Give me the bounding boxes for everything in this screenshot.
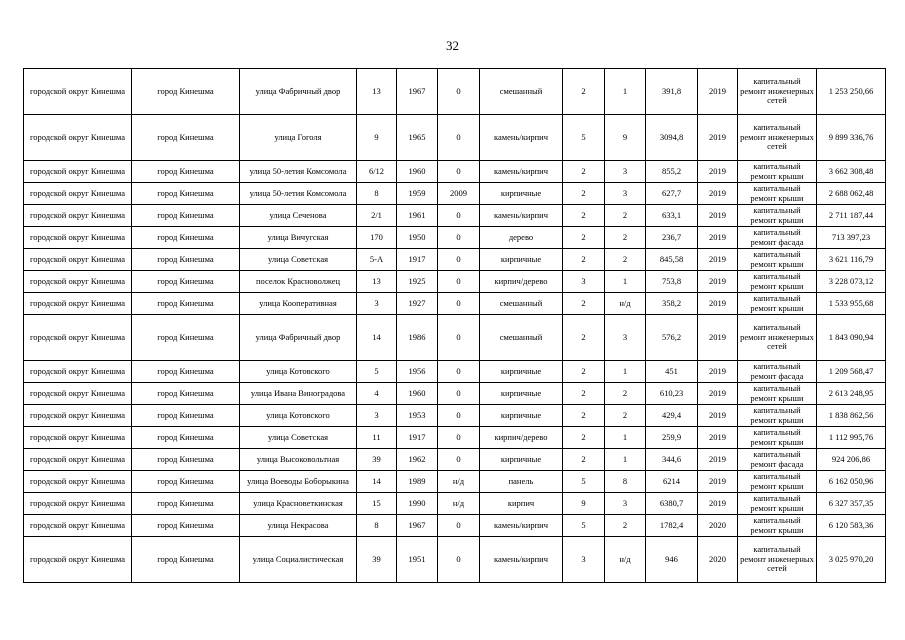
cell-cost: 1 843 090,94 <box>817 315 886 361</box>
cell-district: городской округ Кинешма <box>24 449 132 471</box>
cell-area: 344,6 <box>646 449 698 471</box>
cell-street: улица Вичугская <box>240 227 357 249</box>
cell-repair-year: 2019 <box>698 471 738 493</box>
cell-district: городской округ Кинешма <box>24 161 132 183</box>
cell-district: городской округ Кинешма <box>24 427 132 449</box>
cell-district: городской округ Кинешма <box>24 471 132 493</box>
cell-street: улица Сеченова <box>240 205 357 227</box>
cell-cost: 713 397,23 <box>817 227 886 249</box>
cell-street: улица Фабричный двор <box>240 69 357 115</box>
cell-floors: 2 <box>563 69 605 115</box>
cell-repair-year: 2019 <box>698 271 738 293</box>
cell-wall-material: кирпич <box>480 493 563 515</box>
table-row <box>24 471 886 493</box>
cell-work-type: капитальный ремонт фасада <box>738 227 817 249</box>
cell-entrances: 1 <box>605 271 646 293</box>
cell-area: 946 <box>646 537 698 583</box>
cell-city: город Кинешма <box>132 205 240 227</box>
cell-year-built: 1950 <box>397 227 438 249</box>
cell-area: 855,2 <box>646 161 698 183</box>
table-row <box>24 405 886 427</box>
cell-street: улица Гоголя <box>240 115 357 161</box>
housing-repair-table <box>23 68 886 583</box>
cell-city: город Кинешма <box>132 383 240 405</box>
cell-year-built: 1967 <box>397 69 438 115</box>
cell-repair-year: 2019 <box>698 227 738 249</box>
cell-year-built: 1953 <box>397 405 438 427</box>
cell-city: город Кинешма <box>132 405 240 427</box>
cell-year-built: 1917 <box>397 249 438 271</box>
cell-wall-material: смешанный <box>480 315 563 361</box>
cell-district: городской округ Кинешма <box>24 315 132 361</box>
cell-work-type: капитальный ремонт крыши <box>738 271 817 293</box>
cell-year-reconstruction: 0 <box>438 205 480 227</box>
cell-district: городской округ Кинешма <box>24 515 132 537</box>
table-row <box>24 115 886 161</box>
cell-wall-material: камень/кирпич <box>480 515 563 537</box>
cell-entrances: 3 <box>605 315 646 361</box>
cell-repair-year: 2020 <box>698 515 738 537</box>
cell-repair-year: 2019 <box>698 293 738 315</box>
cell-year-built: 1961 <box>397 205 438 227</box>
cell-wall-material: кирпичные <box>480 361 563 383</box>
cell-cost: 3 621 116,79 <box>817 249 886 271</box>
cell-work-type: капитальный ремонт крыши <box>738 515 817 537</box>
cell-year-reconstruction: 0 <box>438 427 480 449</box>
cell-floors: 9 <box>563 493 605 515</box>
table-row <box>24 271 886 293</box>
cell-street: улица Котовского <box>240 361 357 383</box>
table-row <box>24 227 886 249</box>
cell-year-built: 1951 <box>397 537 438 583</box>
cell-house-number: 3 <box>357 405 397 427</box>
cell-year-built: 1962 <box>397 449 438 471</box>
cell-wall-material: дерево <box>480 227 563 249</box>
cell-city: город Кинешма <box>132 293 240 315</box>
cell-entrances: 2 <box>605 249 646 271</box>
cell-street: улица Советская <box>240 427 357 449</box>
cell-entrances: 8 <box>605 471 646 493</box>
table-row <box>24 449 886 471</box>
cell-street: улица Некрасова <box>240 515 357 537</box>
cell-year-built: 1989 <box>397 471 438 493</box>
cell-wall-material: панель <box>480 471 563 493</box>
cell-year-built: 1925 <box>397 271 438 293</box>
cell-area: 3094,8 <box>646 115 698 161</box>
cell-city: город Кинешма <box>132 471 240 493</box>
cell-house-number: 13 <box>357 271 397 293</box>
cell-area: 6380,7 <box>646 493 698 515</box>
cell-district: городской округ Кинешма <box>24 293 132 315</box>
cell-repair-year: 2020 <box>698 537 738 583</box>
cell-cost: 1 209 568,47 <box>817 361 886 383</box>
cell-work-type: капитальный ремонт крыши <box>738 427 817 449</box>
cell-city: город Кинешма <box>132 183 240 205</box>
cell-district: городской округ Кинешма <box>24 493 132 515</box>
cell-street: улица 50-летия Комсомола <box>240 183 357 205</box>
table-row <box>24 493 886 515</box>
cell-year-reconstruction: 2009 <box>438 183 480 205</box>
cell-floors: 3 <box>563 537 605 583</box>
cell-work-type: капитальный ремонт крыши <box>738 161 817 183</box>
cell-district: городской округ Кинешма <box>24 183 132 205</box>
cell-year-built: 1960 <box>397 383 438 405</box>
cell-city: город Кинешма <box>132 69 240 115</box>
cell-floors: 2 <box>563 405 605 427</box>
cell-work-type: капитальный ремонт крыши <box>738 183 817 205</box>
cell-street: улица Котовского <box>240 405 357 427</box>
table-row <box>24 427 886 449</box>
cell-floors: 2 <box>563 249 605 271</box>
cell-work-type: капитальный ремонт крыши <box>738 205 817 227</box>
cell-work-type: капитальный ремонт крыши <box>738 293 817 315</box>
cell-wall-material: кирпич/дерево <box>480 271 563 293</box>
table-row <box>24 515 886 537</box>
cell-year-built: 1986 <box>397 315 438 361</box>
cell-repair-year: 2019 <box>698 69 738 115</box>
cell-street: поселок Красноволжец <box>240 271 357 293</box>
cell-year-reconstruction: 0 <box>438 271 480 293</box>
cell-house-number: 39 <box>357 537 397 583</box>
table-row <box>24 183 886 205</box>
cell-wall-material: кирпичные <box>480 405 563 427</box>
cell-repair-year: 2019 <box>698 427 738 449</box>
cell-entrances: 2 <box>605 205 646 227</box>
cell-street: улица Воеводы Боборыкина <box>240 471 357 493</box>
cell-wall-material: смешанный <box>480 69 563 115</box>
cell-entrances: 2 <box>605 383 646 405</box>
cell-floors: 2 <box>563 183 605 205</box>
cell-cost: 6 327 357,35 <box>817 493 886 515</box>
cell-area: 236,7 <box>646 227 698 249</box>
cell-entrances: 3 <box>605 493 646 515</box>
cell-cost: 9 899 336,76 <box>817 115 886 161</box>
cell-repair-year: 2019 <box>698 205 738 227</box>
cell-repair-year: 2019 <box>698 361 738 383</box>
cell-street: улица 50-летия Комсомола <box>240 161 357 183</box>
cell-year-reconstruction: 0 <box>438 537 480 583</box>
cell-year-reconstruction: 0 <box>438 293 480 315</box>
cell-street: улица Кооперативная <box>240 293 357 315</box>
cell-district: городской округ Кинешма <box>24 69 132 115</box>
cell-city: город Кинешма <box>132 515 240 537</box>
cell-work-type: капитальный ремонт крыши <box>738 383 817 405</box>
cell-wall-material: смешанный <box>480 293 563 315</box>
cell-area: 391,8 <box>646 69 698 115</box>
cell-year-reconstruction: 0 <box>438 69 480 115</box>
cell-city: город Кинешма <box>132 227 240 249</box>
cell-cost: 1 838 862,56 <box>817 405 886 427</box>
cell-area: 358,2 <box>646 293 698 315</box>
cell-city: город Кинешма <box>132 361 240 383</box>
cell-area: 1782,4 <box>646 515 698 537</box>
cell-repair-year: 2019 <box>698 161 738 183</box>
cell-cost: 3 025 970,20 <box>817 537 886 583</box>
cell-floors: 2 <box>563 449 605 471</box>
cell-house-number: 11 <box>357 427 397 449</box>
cell-year-reconstruction: 0 <box>438 449 480 471</box>
cell-entrances: н/д <box>605 293 646 315</box>
table-row <box>24 69 886 115</box>
table-row <box>24 249 886 271</box>
cell-wall-material: кирпичные <box>480 449 563 471</box>
cell-street: улица Красноветкинская <box>240 493 357 515</box>
table-row <box>24 383 886 405</box>
cell-house-number: 4 <box>357 383 397 405</box>
cell-wall-material: кирпичные <box>480 249 563 271</box>
page-number: 32 <box>446 38 459 53</box>
cell-entrances: 2 <box>605 515 646 537</box>
cell-house-number: 2/1 <box>357 205 397 227</box>
cell-district: городской округ Кинешма <box>24 249 132 271</box>
cell-wall-material: кирпичные <box>480 383 563 405</box>
cell-district: городской округ Кинешма <box>24 405 132 427</box>
cell-repair-year: 2019 <box>698 383 738 405</box>
cell-work-type: капитальный ремонт инженерных сетей <box>738 315 817 361</box>
cell-house-number: 39 <box>357 449 397 471</box>
cell-floors: 5 <box>563 515 605 537</box>
cell-year-reconstruction: н/д <box>438 493 480 515</box>
cell-year-reconstruction: 0 <box>438 405 480 427</box>
cell-house-number: 13 <box>357 69 397 115</box>
cell-year-built: 1960 <box>397 161 438 183</box>
cell-entrances: 2 <box>605 227 646 249</box>
cell-city: город Кинешма <box>132 449 240 471</box>
cell-repair-year: 2019 <box>698 405 738 427</box>
cell-year-reconstruction: 0 <box>438 115 480 161</box>
cell-area: 610,23 <box>646 383 698 405</box>
cell-work-type: капитальный ремонт крыши <box>738 249 817 271</box>
cell-street: улица Фабричный двор <box>240 315 357 361</box>
table-row <box>24 361 886 383</box>
cell-city: город Кинешма <box>132 427 240 449</box>
cell-house-number: 14 <box>357 315 397 361</box>
cell-house-number: 5 <box>357 361 397 383</box>
cell-area: 576,2 <box>646 315 698 361</box>
cell-cost: 3 228 073,12 <box>817 271 886 293</box>
cell-year-reconstruction: 0 <box>438 161 480 183</box>
cell-floors: 2 <box>563 427 605 449</box>
cell-city: город Кинешма <box>132 271 240 293</box>
cell-year-built: 1917 <box>397 427 438 449</box>
cell-entrances: 1 <box>605 427 646 449</box>
cell-wall-material: кирпич/дерево <box>480 427 563 449</box>
cell-cost: 6 162 050,96 <box>817 471 886 493</box>
cell-cost: 1 253 250,66 <box>817 69 886 115</box>
cell-cost: 2 711 187,44 <box>817 205 886 227</box>
cell-street: улица Ивана Виноградова <box>240 383 357 405</box>
cell-district: городской округ Кинешма <box>24 383 132 405</box>
cell-wall-material: камень/кирпич <box>480 537 563 583</box>
cell-street: улица Советская <box>240 249 357 271</box>
cell-floors: 2 <box>563 161 605 183</box>
cell-work-type: капитальный ремонт инженерных сетей <box>738 537 817 583</box>
cell-house-number: 9 <box>357 115 397 161</box>
cell-wall-material: камень/кирпич <box>480 115 563 161</box>
cell-area: 753,8 <box>646 271 698 293</box>
cell-wall-material: камень/кирпич <box>480 161 563 183</box>
cell-district: городской округ Кинешма <box>24 537 132 583</box>
cell-house-number: 8 <box>357 183 397 205</box>
cell-year-built: 1967 <box>397 515 438 537</box>
cell-area: 451 <box>646 361 698 383</box>
cell-entrances: 1 <box>605 449 646 471</box>
cell-repair-year: 2019 <box>698 449 738 471</box>
cell-city: город Кинешма <box>132 493 240 515</box>
cell-district: городской округ Кинешма <box>24 205 132 227</box>
cell-year-reconstruction: 0 <box>438 315 480 361</box>
cell-area: 633,1 <box>646 205 698 227</box>
cell-wall-material: кирпичные <box>480 183 563 205</box>
cell-year-reconstruction: 0 <box>438 515 480 537</box>
cell-cost: 2 613 248,95 <box>817 383 886 405</box>
table-row <box>24 537 886 583</box>
cell-floors: 5 <box>563 115 605 161</box>
cell-entrances: н/д <box>605 537 646 583</box>
cell-year-reconstruction: н/д <box>438 471 480 493</box>
cell-work-type: капитальный ремонт крыши <box>738 471 817 493</box>
cell-work-type: капитальный ремонт фасада <box>738 361 817 383</box>
cell-year-built: 1965 <box>397 115 438 161</box>
cell-floors: 2 <box>563 293 605 315</box>
cell-district: городской округ Кинешма <box>24 271 132 293</box>
table-row <box>24 205 886 227</box>
cell-cost: 6 120 583,36 <box>817 515 886 537</box>
cell-year-reconstruction: 0 <box>438 361 480 383</box>
cell-cost: 3 662 308,48 <box>817 161 886 183</box>
cell-floors: 3 <box>563 271 605 293</box>
cell-entrances: 1 <box>605 361 646 383</box>
cell-year-reconstruction: 0 <box>438 249 480 271</box>
cell-area: 6214 <box>646 471 698 493</box>
cell-floors: 2 <box>563 227 605 249</box>
cell-floors: 2 <box>563 205 605 227</box>
cell-city: город Кинешма <box>132 537 240 583</box>
table-row <box>24 315 886 361</box>
cell-house-number: 15 <box>357 493 397 515</box>
cell-work-type: капитальный ремонт инженерных сетей <box>738 69 817 115</box>
cell-cost: 1 533 955,68 <box>817 293 886 315</box>
cell-city: город Кинешма <box>132 115 240 161</box>
table-row <box>24 161 886 183</box>
cell-house-number: 3 <box>357 293 397 315</box>
table-body <box>24 69 886 583</box>
cell-city: город Кинешма <box>132 249 240 271</box>
cell-year-built: 1959 <box>397 183 438 205</box>
cell-cost: 924 206,86 <box>817 449 886 471</box>
cell-floors: 2 <box>563 315 605 361</box>
cell-work-type: капитальный ремонт крыши <box>738 493 817 515</box>
cell-year-built: 1990 <box>397 493 438 515</box>
cell-repair-year: 2019 <box>698 183 738 205</box>
cell-cost: 2 688 062,48 <box>817 183 886 205</box>
cell-floors: 5 <box>563 471 605 493</box>
cell-area: 845,58 <box>646 249 698 271</box>
cell-year-built: 1927 <box>397 293 438 315</box>
cell-street: улица Социалистическая <box>240 537 357 583</box>
cell-house-number: 8 <box>357 515 397 537</box>
cell-floors: 2 <box>563 383 605 405</box>
cell-entrances: 1 <box>605 69 646 115</box>
cell-district: городской округ Кинешма <box>24 361 132 383</box>
cell-repair-year: 2019 <box>698 249 738 271</box>
cell-year-reconstruction: 0 <box>438 227 480 249</box>
cell-house-number: 170 <box>357 227 397 249</box>
cell-house-number: 6/12 <box>357 161 397 183</box>
table-row <box>24 293 886 315</box>
cell-work-type: капитальный ремонт крыши <box>738 405 817 427</box>
cell-entrances: 2 <box>605 405 646 427</box>
cell-work-type: капитальный ремонт инженерных сетей <box>738 115 817 161</box>
cell-house-number: 5-А <box>357 249 397 271</box>
cell-wall-material: камень/кирпич <box>480 205 563 227</box>
cell-repair-year: 2019 <box>698 115 738 161</box>
cell-house-number: 14 <box>357 471 397 493</box>
cell-repair-year: 2019 <box>698 493 738 515</box>
cell-floors: 2 <box>563 361 605 383</box>
cell-area: 429,4 <box>646 405 698 427</box>
cell-district: городской округ Кинешма <box>24 227 132 249</box>
cell-repair-year: 2019 <box>698 315 738 361</box>
cell-entrances: 3 <box>605 161 646 183</box>
cell-year-built: 1956 <box>397 361 438 383</box>
cell-city: город Кинешма <box>132 161 240 183</box>
cell-work-type: капитальный ремонт фасада <box>738 449 817 471</box>
cell-district: городской округ Кинешма <box>24 115 132 161</box>
cell-year-reconstruction: 0 <box>438 383 480 405</box>
cell-street: улица Высоковольтная <box>240 449 357 471</box>
cell-entrances: 3 <box>605 183 646 205</box>
cell-cost: 1 112 995,76 <box>817 427 886 449</box>
cell-area: 627,7 <box>646 183 698 205</box>
cell-area: 259,9 <box>646 427 698 449</box>
cell-city: город Кинешма <box>132 315 240 361</box>
cell-entrances: 9 <box>605 115 646 161</box>
